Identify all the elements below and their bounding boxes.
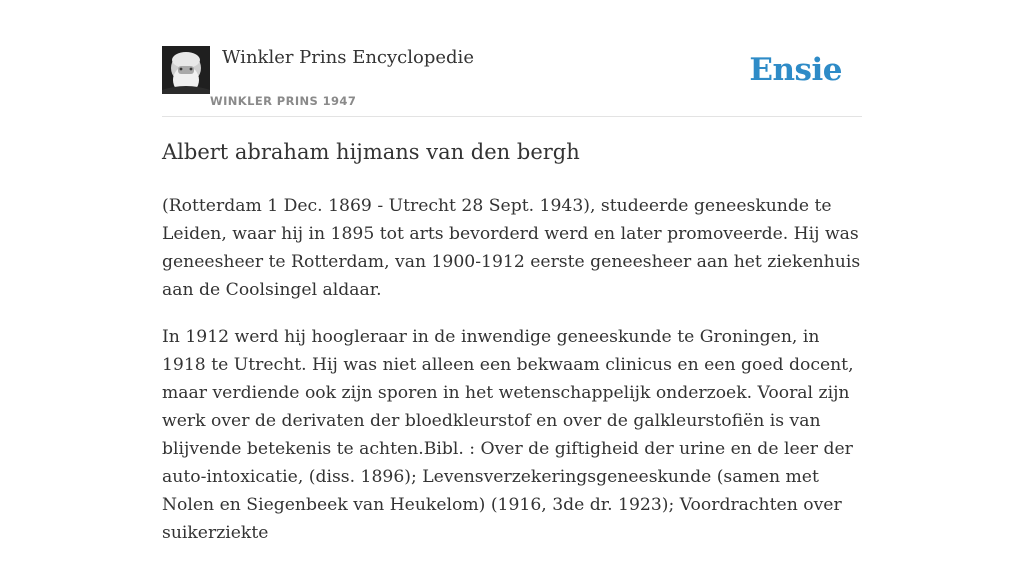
article-paragraph: In 1912 werd hij hoogleraar in de inwendige geneeskunde te Groningen, in 1918 te Utrecht. Hij was niet alleen een bekwaam clinicus en een goed docent, maar verdiende ook zijn sporen in het wetenschappelijk onderzoek. Vooral zijn werk over de derivaten der bloedkleurstof en over de galkleurstofiën is van blijvende betekenis te achten.Bibl. : Over de giftigheid der urine en de leer der auto-intoxicatie, (diss. 1896); Levensverzekeringsgeneeskunde (samen met Nolen en Siegenbeek van Heukelom) (1916, 3de dr. 1923); Voordrachten over suikerziekte [162, 327, 854, 543]
portrait-avatar-icon [162, 46, 210, 94]
source-header [162, 46, 862, 117]
brand-logo[interactable]: Ensie [749, 52, 842, 88]
article-title: Albert abraham hijmans van den bergh [162, 140, 580, 164]
article-body [162, 192, 862, 566]
avatar[interactable] [162, 46, 210, 94]
article-paragraph: (Rotterdam 1 Dec. 1869 - Utrecht 28 Sept. 1943), studeerde geneeskunde te Leiden, waar hij in 1895 tot arts bevorderd werd en later promoveerde. Hij was geneesheer te Rotterdam, van 1900-1912 eerste geneesheer aan het ziekenhuis aan de Coolsingel aldaar. [162, 196, 861, 300]
source-subtitle[interactable]: WINKLER PRINS 1947 [210, 94, 357, 108]
source-title[interactable]: Winkler Prins Encyclopedie [222, 47, 474, 68]
